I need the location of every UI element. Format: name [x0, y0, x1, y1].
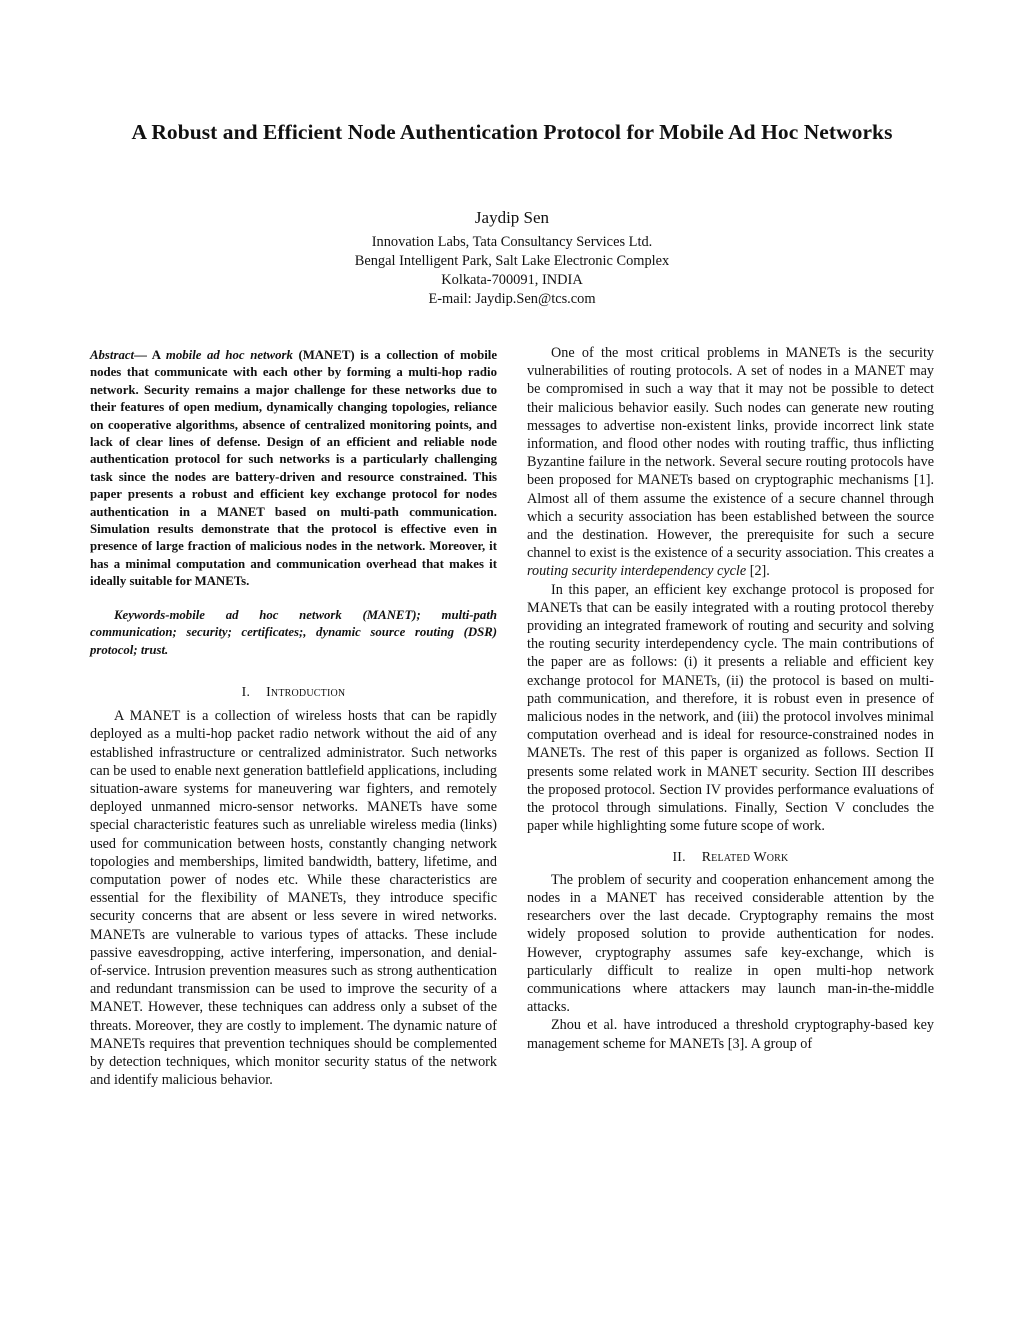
affiliation-line: Kolkata-700091, INDIA	[441, 272, 583, 288]
text-run: [2].	[746, 563, 770, 580]
left-column	[90, 344, 497, 1089]
affiliation-line: Bengal Intelligent Park, Salt Lake Electronic Complex	[354, 253, 670, 269]
right-column	[527, 344, 934, 1053]
author-email: E-mail: Jaydip.Sen@tcs.com	[428, 291, 596, 307]
abstract-text: (MANET) is a collection of mobile nodes that communicate with each other by forming a multi-hop radio network. Security remains a major challenge for these networks due to their features of open medium, dynamically changing topologies, reliance on cooperative algorithms, absence of centralized monitoring points, and lack of clear lines of defense. Design of an efficient and reliable node authentication protocol for such networks is a particularly challenging task since the nodes are battery-driven and resource constrained. This paper presents a robust and efficient key exchange protocol for nodes authentication in a MANET based on multi-path communication. Simulation results demonstrate that the protocol is effective even in presence of large fraction of malicious nodes in the network. Moreover, it has a minimal computation and communication overhead that makes it ideally suitable for MANETs.	[90, 348, 498, 589]
italic-term: routing security interdependency cycle	[527, 563, 747, 580]
related-paragraph-1: The problem of security and cooperation enhancement among the nodes in a MANET has received considerable attention by the researchers over the last decade. Cryptography remains the most widely proposed solution to provide authentication for nodes. However, cryptography assumes safe key-exchange, which is particularly difficult to realize in open multi-hop network communications where attackers may launch man-in-the-middle attacks.	[527, 871, 934, 1016]
related-paragraph-2: Zhou et al. have introduced a threshold cryptography-based key management scheme for MANETs [3]. A group of	[527, 1017, 934, 1052]
abstract-label: Abstract	[90, 348, 135, 362]
section-heading-related-work	[527, 848, 934, 866]
section-number: II.	[672, 849, 686, 865]
abstract-dash: — A	[134, 348, 166, 362]
author-block	[0, 207, 1024, 309]
section-title: Related Work	[701, 849, 789, 865]
paper-title: A Robust and Efficient Node Authentication Protocol for Mobile Ad Hoc Networks	[131, 120, 893, 144]
intro-paragraph-3: In this paper, an efficient key exchange protocol is proposed for MANETs that can be easily integrated with a routing protocol thereby providing an integrated framework of routing and security and solving the routing security interdependency cycle. The main contributions of the paper are as follows: (i) it presents a reliable and efficient key exchange protocol for MANETs, (ii) the protocol is based on multi-path communication, and therefore, it is robust even in presence of malicious nodes in the network, and (iii) the protocol involves minimal computation overhead and is ideal for resource-constrained nodes in MANETs. The rest of this paper is organized as follows. Section II presents some related work in MANET security. Section III describes the proposed protocol. Section IV provides performance evaluations of the protocol through simulations. Finally, Section V concludes the paper while highlighting some future scope of work.	[527, 581, 934, 835]
section-number: I.	[241, 683, 251, 699]
section-title: Introduction	[266, 683, 346, 699]
affiliation-line: Innovation Labs, Tata Consultancy Services Ltd.	[371, 234, 653, 250]
keywords: Keywords-mobile ad hoc network (MANET); multi-path communication; security; certificates;, dynamic source routing (DSR) protocol; trust.	[90, 607, 497, 657]
abstract-italic-term: mobile ad hoc network	[165, 348, 293, 362]
author-name: Jaydip Sen	[474, 208, 550, 227]
abstract	[90, 347, 497, 591]
intro-paragraph: A MANET is a collection of wireless hosts that can be rapidly deployed as a multi-hop packet radio network without the aid of any established infrastructure or centralized administrator. Such networks can be used to enable next generation battlefield applications, including situation-aware systems for maneuvering war fighters, and remotely deployed unmanned micro-sensor networks. MANETs have some special characteristic features such as unreliable wireless media (links) used for communication between hosts, constantly changing network topologies and memberships, limited bandwidth, battery, lifetime, and computation power of nodes etc. While these characteristics are essential for the flexibility of MANETs, they introduce specific security concerns that are absent or less severe in wired networks. MANETs are vulnerable to various types of attacks. These include passive eavesdropping, active interfering, impersonation, and denial-of-service. Intrusion prevention measures such as strong authentication and redundant transmission can be used to improve the security of a MANET. However, these techniques can address only a subset of the threats. Moreover, they are costly to implement. The dynamic nature of MANETs requires that prevention techniques should be complemented by detection techniques, which monitor security status of the network and identify malicious behavior.	[90, 708, 497, 1089]
section-heading-introduction	[90, 683, 497, 701]
text-run: One of the most critical problems in MANETs is the security vulnerabilities of routing protocols. A set of nodes in a MANET may be compromised in such a way that it may not be possible to detect their malicious behavior easily. Such nodes can generate new routing messages to advertise non-existent links, provide incorrect link state information, and flood other nodes with routing traffic, thus inflicting Byzantine failure in the network. Several secure routing protocols have been proposed for MANETs based on cryptographic mechanisms [1]. Almost all of them assume the existence of a secure channel through which a security association has been established between the source and the destination. However, the prerequisite for such a secure channel to exist is the existence of a security association. This creates a	[527, 345, 934, 562]
intro-paragraph-2	[527, 344, 934, 581]
